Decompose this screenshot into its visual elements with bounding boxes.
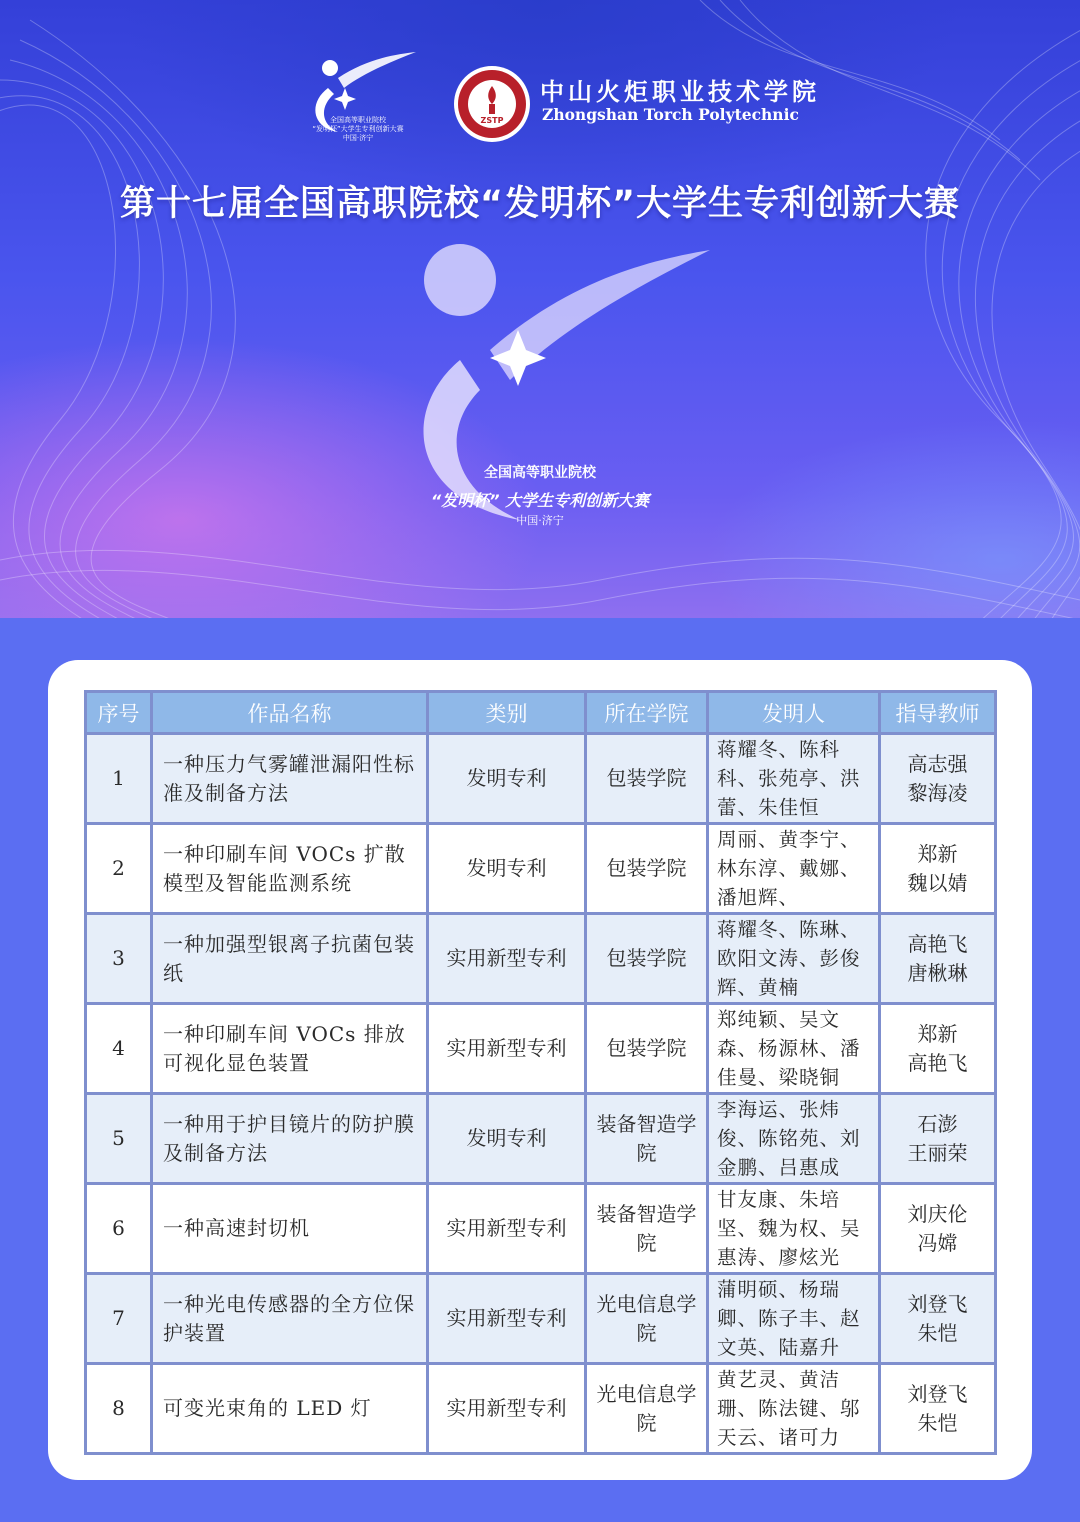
mentor-name: 高艳飞 (907, 1050, 968, 1075)
cell-college: 包装学院 (586, 734, 708, 824)
cell-no: 1 (86, 734, 152, 824)
mentor-name: 魏以婧 (907, 870, 968, 895)
cell-inventors: 周丽、黄李宁、林东淳、戴娜、潘旭辉、 (708, 824, 880, 914)
header-banner (0, 0, 1080, 618)
cell-mentors (880, 734, 996, 824)
mentor-name: 刘登飞 (907, 1381, 968, 1406)
column-header: 发明人 (708, 692, 880, 734)
mentor-name: 朱恺 (917, 1320, 958, 1345)
cell-mentors (880, 1184, 996, 1274)
column-header: 类别 (428, 692, 586, 734)
cell-type: 实用新型专利 (428, 1184, 586, 1274)
cell-no: 2 (86, 824, 152, 914)
cell-type: 发明专利 (428, 734, 586, 824)
cell-type: 实用新型专利 (428, 914, 586, 1004)
cell-inventors: 蒲明硕、杨瑞卿、陈子丰、赵文英、陆嘉升 (708, 1274, 880, 1364)
column-header: 指导教师 (880, 692, 996, 734)
table-row (86, 1004, 996, 1094)
mentor-name: 黎海凌 (907, 780, 968, 805)
results-card (48, 660, 1032, 1480)
contest-caption-line1: 全国高等职业院校 (484, 465, 596, 481)
cell-type: 实用新型专利 (428, 1004, 586, 1094)
cell-no: 8 (86, 1364, 152, 1454)
column-header: 作品名称 (152, 692, 428, 734)
cell-work-name: 一种加强型银离子抗菌包装纸 (152, 914, 428, 1004)
cell-mentors (880, 914, 996, 1004)
page-title: 第十七届全国高职院校“发明杯”大学生专利创新大赛 (119, 184, 960, 224)
cell-inventors: 蒋耀冬、陈琳、欧阳文涛、彭俊辉、黄楠 (708, 914, 880, 1004)
cell-no: 4 (86, 1004, 152, 1094)
cell-work-name: 一种压力气雾罐泄漏阳性标准及制备方法 (152, 734, 428, 824)
emblem-caption-line: “发明杯”大学生专利创新大赛 (312, 125, 404, 133)
table-row (86, 1184, 996, 1274)
cell-type: 发明专利 (428, 824, 586, 914)
emblem-caption-line: 中国·济宁 (342, 134, 374, 142)
cell-college: 光电信息学院 (586, 1364, 708, 1454)
mentor-name: 刘庆伦 (907, 1201, 968, 1226)
school-name-cn: 中山火炬职业技术学院 (540, 77, 820, 106)
cell-work-name: 一种光电传感器的全方位保护装置 (152, 1274, 428, 1364)
mentor-name: 高志强 (907, 751, 968, 776)
mentor-name: 刘登飞 (907, 1291, 968, 1316)
mentor-name: 唐楸琳 (907, 960, 968, 985)
cell-mentors (880, 1274, 996, 1364)
cell-mentors (880, 1094, 996, 1184)
table-row (86, 734, 996, 824)
column-header: 序号 (86, 692, 152, 734)
cell-college: 装备智造学院 (586, 1184, 708, 1274)
cell-work-name: 可变光束角的 LED 灯 (152, 1364, 428, 1454)
mentor-name: 王丽荣 (907, 1140, 968, 1165)
cell-college: 包装学院 (586, 1004, 708, 1094)
school-seal-icon (452, 64, 532, 144)
cell-inventors: 黄艺灵、黄洁珊、陈法键、邬天云、诸可力 (708, 1364, 880, 1454)
cell-no: 3 (86, 914, 152, 1004)
mentor-name: 冯嫦 (917, 1230, 958, 1255)
cell-work-name: 一种用于护目镜片的防护膜及制备方法 (152, 1094, 428, 1184)
school-name-en: Zhongshan Torch Polytechnic (542, 105, 799, 124)
cell-mentors (880, 1364, 996, 1454)
cell-college: 装备智造学院 (586, 1094, 708, 1184)
cell-college: 光电信息学院 (586, 1274, 708, 1364)
cell-inventors: 郑纯颖、吴文森、杨源林、潘佳曼、梁晓铜 (708, 1004, 880, 1094)
table-row (86, 914, 996, 1004)
seal-text: ZSTP (480, 116, 504, 125)
table-header-row (86, 692, 996, 734)
mentor-name: 郑新 (917, 1021, 958, 1046)
cell-mentors (880, 1004, 996, 1094)
cell-inventors: 甘友康、朱培坚、魏为权、吴惠涛、廖炫光 (708, 1184, 880, 1274)
cell-type: 实用新型专利 (428, 1274, 586, 1364)
cell-type: 发明专利 (428, 1094, 586, 1184)
contest-caption-line2: “发明杯” 大学生专利创新大赛 (430, 491, 650, 510)
cell-inventors: 李海运、张炜俊、陈铭苑、刘金鹏、吕惠成 (708, 1094, 880, 1184)
award-table (84, 690, 997, 1455)
cell-mentors (880, 824, 996, 914)
cell-no: 6 (86, 1184, 152, 1274)
mentor-name: 郑新 (917, 841, 958, 866)
mentor-name: 朱恺 (917, 1410, 958, 1435)
cell-work-name: 一种高速封切机 (152, 1184, 428, 1274)
cell-work-name: 一种印刷车间 VOCs 排放可视化显色装置 (152, 1004, 428, 1094)
contest-caption-line3: 中国·济宁 (516, 514, 564, 527)
emblem-caption-line: 全国高等职业院校 (330, 116, 386, 124)
table-row (86, 1364, 996, 1454)
column-header: 所在学院 (586, 692, 708, 734)
cell-college: 包装学院 (586, 914, 708, 1004)
table-row (86, 1094, 996, 1184)
cell-no: 5 (86, 1094, 152, 1184)
table-row (86, 1274, 996, 1364)
cell-work-name: 一种印刷车间 VOCs 扩散模型及智能监测系统 (152, 824, 428, 914)
cell-type: 实用新型专利 (428, 1364, 586, 1454)
table-row (86, 824, 996, 914)
mentor-name: 石澎 (917, 1111, 958, 1136)
cell-no: 7 (86, 1274, 152, 1364)
cell-college: 包装学院 (586, 824, 708, 914)
cell-inventors: 蒋耀冬、陈科科、张苑亭、洪蕾、朱佳恒 (708, 734, 880, 824)
mentor-name: 高艳飞 (907, 931, 968, 956)
emblem-caption (298, 116, 418, 143)
